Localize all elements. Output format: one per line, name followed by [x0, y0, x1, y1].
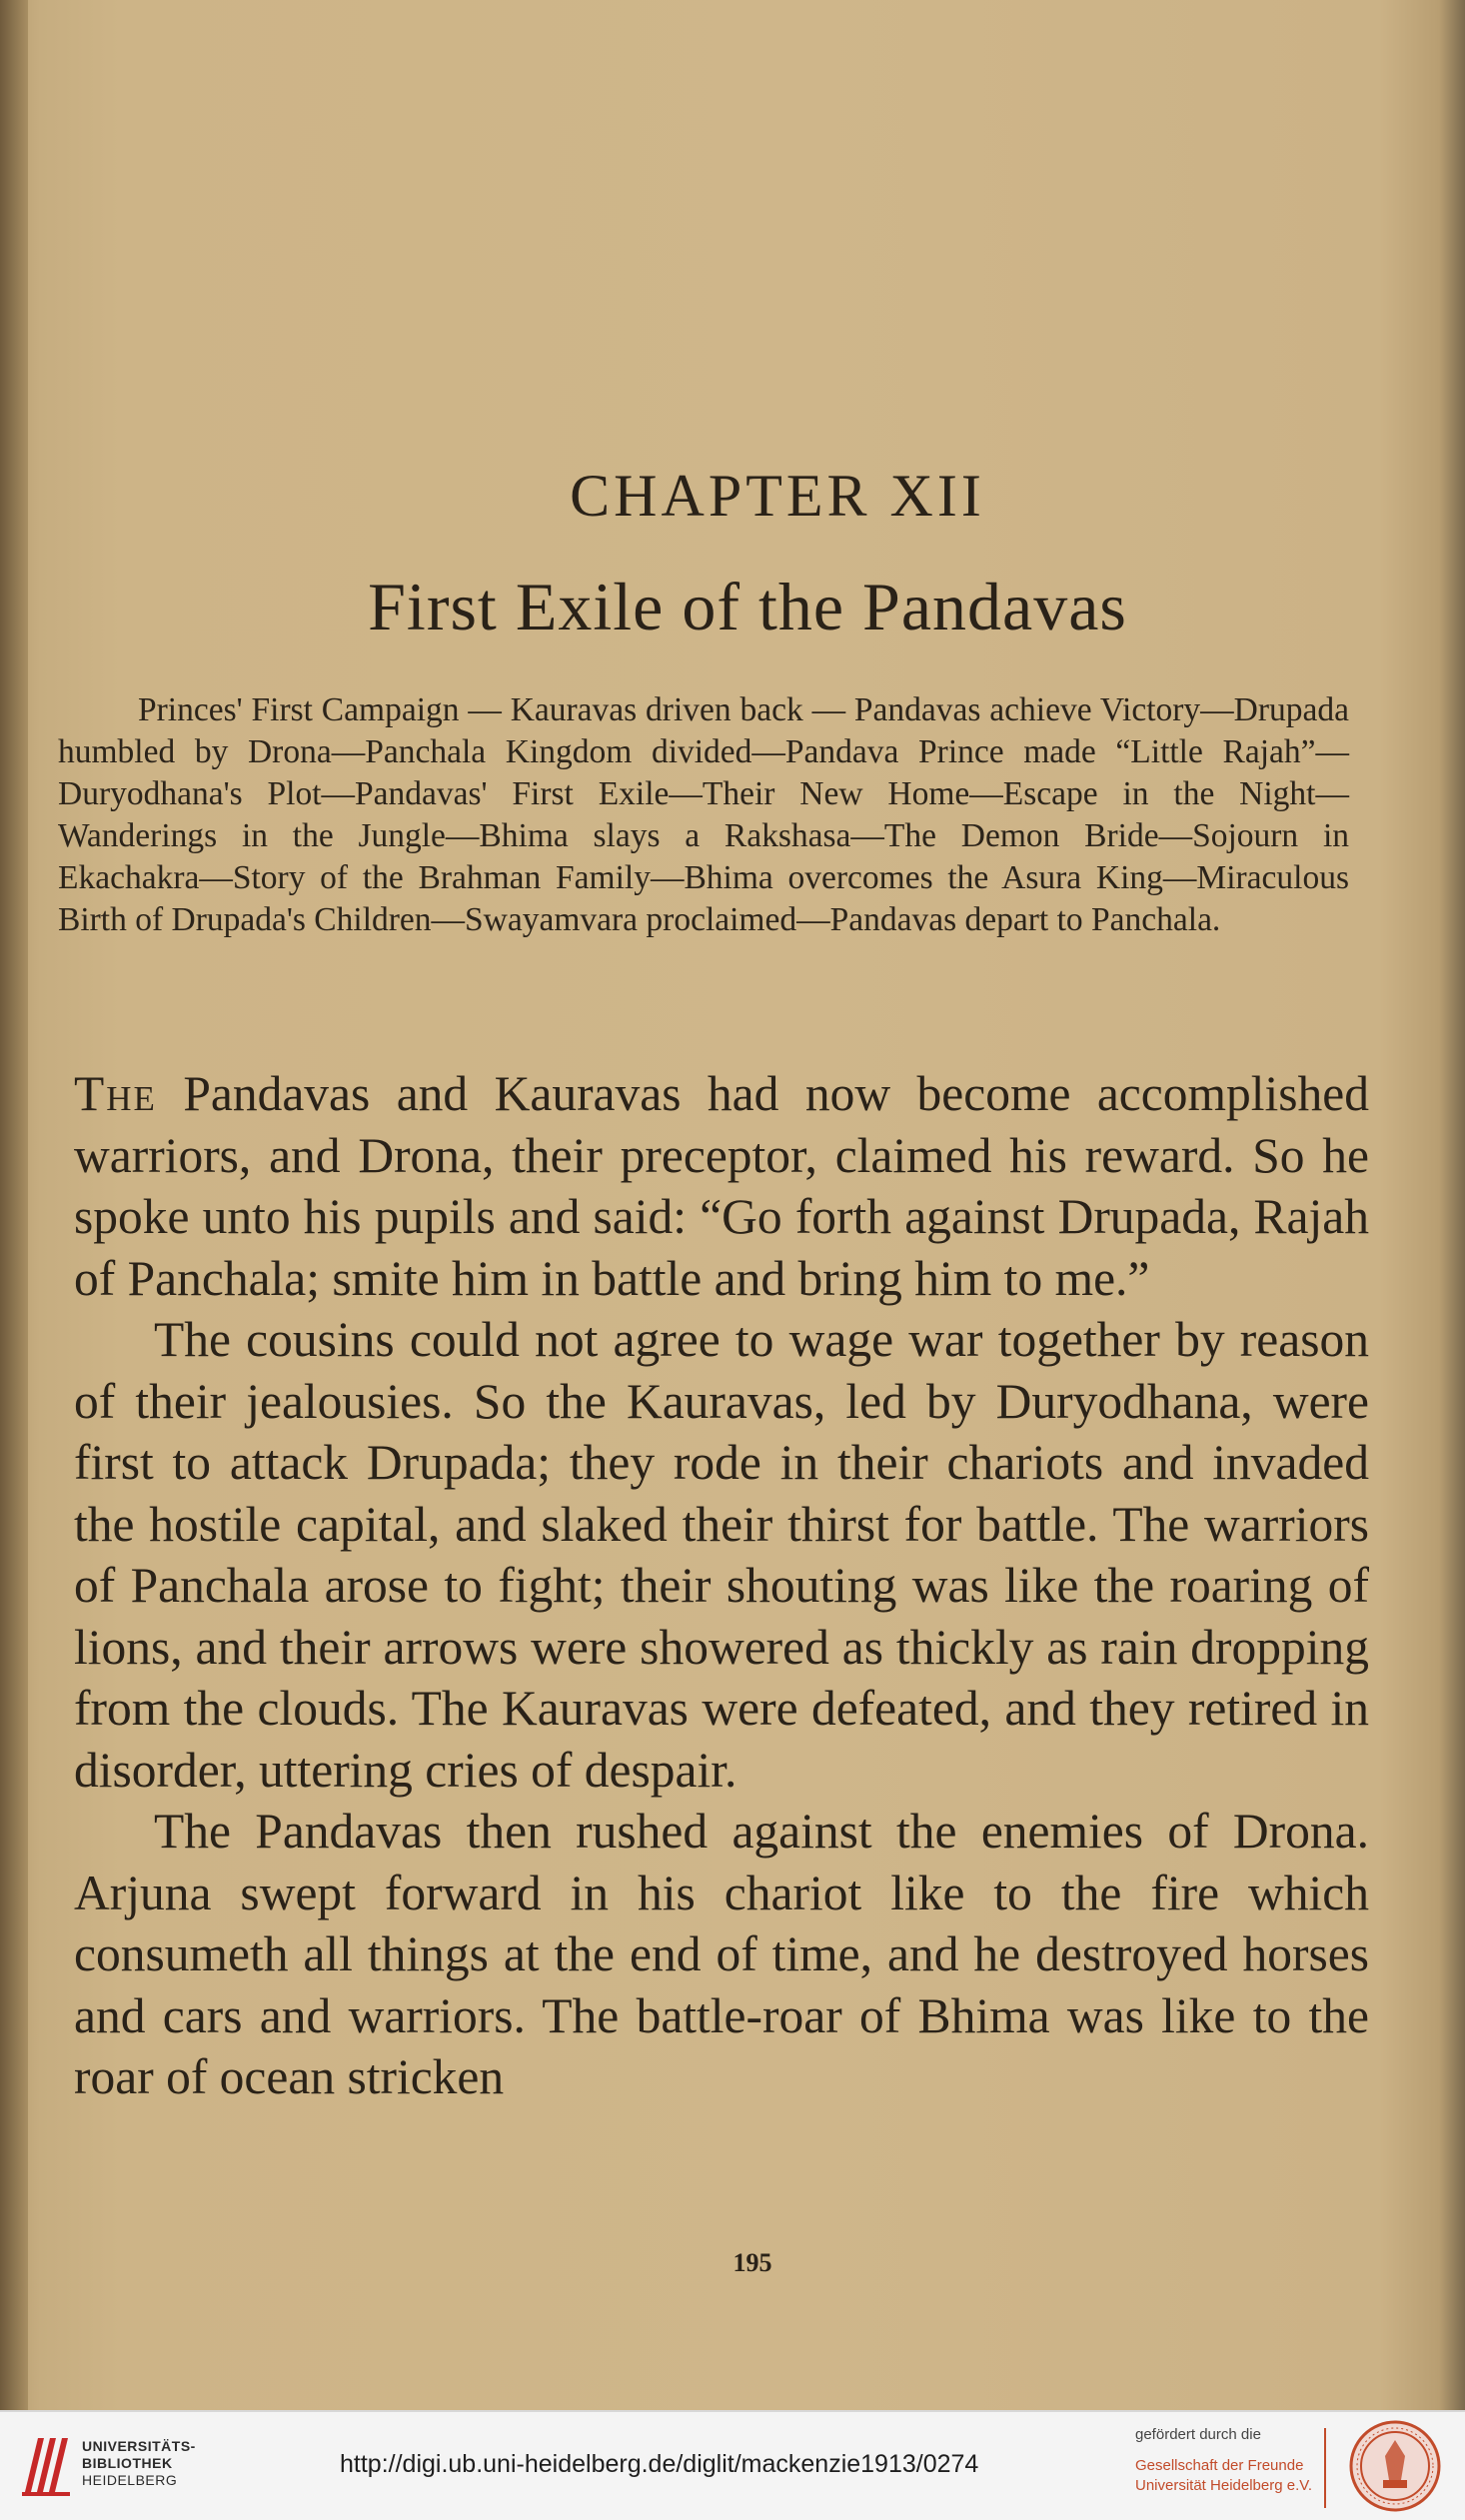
paragraph-3: The Pandavas then rushed against the enemies of Drona. Arjuna swept forward in his chariot like to the fire which consumeth all things at the end of time, and he destroyed horses and cars and warriors. The battle-roar of Bhima was like to the roar of ocean stricken: [74, 1804, 1369, 2104]
chapter-summary: Princes' First Campaign — Kauravas driven back — Pandavas achieve Victory—Drupada humbled by Drona—Panchala Kingdom divided—Pandava Prince made “Little Rajah”—Duryodhana's Plot—Pandavas' First Exile—Their New Home—Escape in the Night—Wanderings in the Jungle—Bhima slays a Rakshasa—The Demon Bride—Sojourn in Ekachakra—Story of the Brahman Family—Bhima overcomes the Asura King—Miraculous Birth of Drupada's Children—Swayamvara proclaimed—Pandavas depart to Panchala.: [58, 691, 1349, 938]
sponsor-name[interactable]: [1135, 2456, 1312, 2496]
library-name-line-3: HEIDELBERG: [82, 2472, 178, 2488]
paragraph-lead-word: The: [74, 1066, 157, 1121]
chapter-body: [74, 1063, 1369, 2108]
chapter-title: First Exile of the Pandavas: [368, 569, 1127, 644]
library-name-line-2: BIBLIOTHEK: [82, 2455, 173, 2471]
funded-by-label: gefördert durch die: [1135, 2426, 1261, 2443]
sponsor-line-1: Gesellschaft der Freunde: [1135, 2457, 1304, 2474]
digitization-footer: [0, 2410, 1465, 2520]
library-name: [82, 2438, 196, 2489]
ub-heidelberg-logo-icon[interactable]: [18, 2430, 74, 2502]
permalink-link[interactable]: http://digi.ub.uni-heidelberg.de/diglit/mackenzie1913/0274: [340, 2450, 979, 2478]
paragraph-1: [74, 1063, 1369, 1309]
library-name-line-1: UNIVERSITÄTS-: [82, 2438, 196, 2454]
sponsor-line-2: Universität Heidelberg e.V.: [1135, 2477, 1313, 2494]
book-spine-shadow: [0, 0, 28, 2410]
paragraph-1-text: Pandavas and Kauravas had now become accomplished warriors, and Drona, their preceptor, claimed his reward. So he spoke unto his pupils and said: “Go forth against Drupada, Rajah of Panchala; smite him in battle and bring him to me.”: [74, 1066, 1369, 1306]
university-seal-icon[interactable]: [1349, 2420, 1441, 2512]
page-number: 195: [732, 2248, 772, 2277]
sponsor-divider: [1324, 2428, 1326, 2508]
chapter-number: CHAPTER XII: [570, 463, 985, 529]
paragraph-2: The cousins could not agree to wage war together by reason of their jealousies. So the Kauravas, led by Duryodhana, were first to attack Drupada; they rode in their chariots and invaded the hostile capital, and slaked their thirst for battle. The warriors of Panchala arose to fight; their shouting was like the roaring of lions, and their arrows were showered as thickly as rain dropping from the clouds. The Kauravas were defeated, and they retired in disorder, uttering cries of despair.: [74, 1312, 1369, 1798]
